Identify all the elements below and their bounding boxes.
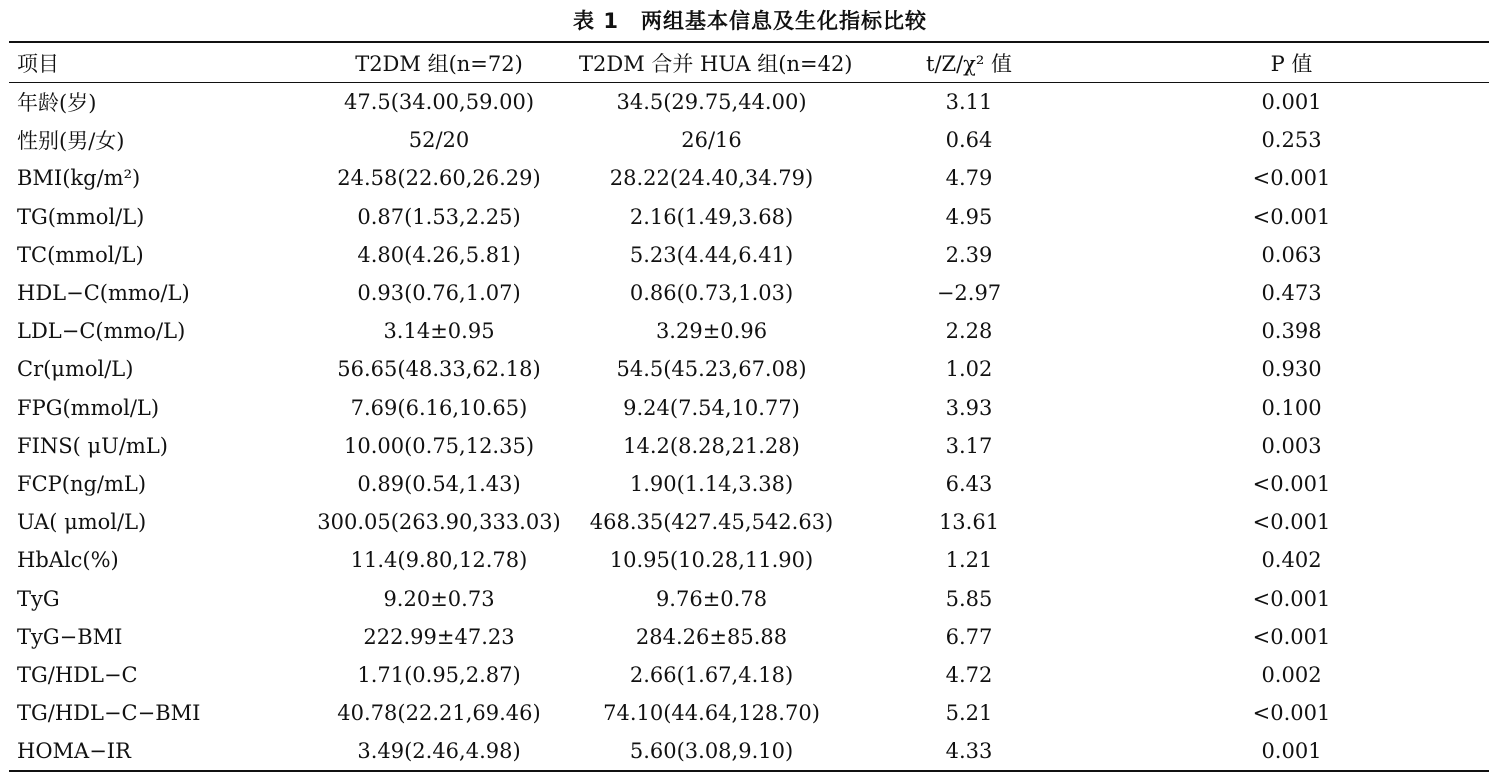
cell-hua-value: 5.23(4.44,6.41): [629, 242, 794, 267]
cell-statistic: 4.72: [945, 662, 993, 687]
table-row: [9, 236, 1489, 274]
cell-statistic: 2.28: [945, 319, 993, 344]
cell-p-value: 0.398: [1261, 319, 1322, 344]
cell-item: BMI(kg/m²): [17, 166, 141, 191]
cell-item: FINS( μU/mL): [17, 433, 168, 458]
cell-statistic: 1.02: [945, 357, 993, 382]
cell-t2dm-value: 47.5(34.00,59.00): [343, 90, 535, 115]
table-row: [9, 427, 1489, 465]
header-t2dm-hua-group: T2DM 合并 HUA 组(n=42): [579, 51, 853, 76]
cell-statistic: 6.77: [945, 624, 993, 649]
cell-item: 年龄(岁): [17, 91, 97, 116]
cell-hua-value: 2.66(1.67,4.18): [629, 662, 794, 687]
cell-t2dm-value: 3.14±0.95: [383, 319, 495, 344]
table-row: [9, 350, 1489, 388]
cell-p-value: <0.001: [1252, 166, 1331, 191]
cell-statistic: 4.79: [945, 166, 993, 191]
cell-statistic: 4.33: [945, 739, 993, 764]
header-statistic: t/Z/χ² 值: [926, 51, 1012, 76]
cell-statistic: 5.85: [945, 586, 993, 611]
cell-item: TG/HDL−C: [17, 662, 138, 687]
cell-item: FCP(ng/mL): [17, 471, 147, 496]
cell-p-value: 0.253: [1261, 128, 1322, 153]
cell-t2dm-value: 11.4(9.80,12.78): [350, 548, 528, 573]
cell-p-value: 0.402: [1261, 548, 1322, 573]
table-row: [9, 656, 1489, 694]
cell-item: TC(mmol/L): [17, 242, 144, 267]
cell-t2dm-value: 24.58(22.60,26.29): [337, 166, 541, 191]
cell-t2dm-value: 4.80(4.26,5.81): [357, 242, 521, 267]
cell-hua-value: 9.76±0.78: [655, 586, 768, 611]
cell-item: TyG: [17, 586, 60, 611]
cell-item: 性别(男/女): [17, 129, 125, 154]
table-header: [9, 42, 1489, 83]
cell-hua-value: 14.2(8.28,21.28): [623, 433, 800, 458]
cell-statistic: 3.93: [945, 395, 993, 420]
cell-t2dm-value: 40.78(22.21,69.46): [337, 701, 541, 726]
cell-hua-value: 468.35(427.45,542.63): [589, 510, 834, 535]
cell-t2dm-value: 3.49(2.46,4.98): [357, 739, 521, 764]
cell-hua-value: 10.95(10.28,11.90): [609, 548, 814, 573]
cell-hua-value: 28.22(24.40,34.79): [609, 166, 814, 191]
table-row: [9, 312, 1489, 350]
cell-t2dm-value: 7.69(6.16,10.65): [350, 395, 528, 420]
cell-p-value: <0.001: [1252, 586, 1331, 611]
table-row: [9, 389, 1489, 427]
cell-item: UA( μmol/L): [17, 510, 147, 535]
cell-item: TG(mmol/L): [17, 204, 145, 229]
cell-t2dm-value: 0.89(0.54,1.43): [357, 471, 521, 496]
header-t2dm-group: T2DM 组(n=72): [355, 51, 523, 76]
cell-statistic: 5.21: [945, 701, 993, 726]
cell-p-value: 0.930: [1261, 357, 1322, 382]
cell-item: LDL−C(mmo/L): [17, 319, 186, 344]
cell-statistic: 4.95: [945, 204, 993, 229]
cell-item: FPG(mmol/L): [17, 395, 160, 420]
cell-statistic: 0.64: [945, 128, 993, 153]
cell-item: HOMA−IR: [17, 739, 131, 764]
cell-p-value: 0.001: [1261, 90, 1322, 115]
header-item: 项目: [17, 51, 59, 76]
cell-t2dm-value: 0.93(0.76,1.07): [357, 281, 521, 306]
table-row: [9, 541, 1489, 579]
table-row: [9, 732, 1489, 771]
cell-hua-value: 284.26±85.88: [635, 624, 788, 649]
table-row: [9, 159, 1489, 197]
cell-p-value: <0.001: [1252, 471, 1331, 496]
cell-statistic: 1.21: [945, 548, 993, 573]
cell-t2dm-value: 300.05(263.90,333.03): [317, 510, 561, 535]
cell-hua-value: 9.24(7.54,10.77): [623, 395, 800, 420]
cell-p-value: <0.001: [1252, 510, 1331, 535]
cell-t2dm-value: 222.99±47.23: [363, 624, 515, 649]
cell-item: TG/HDL−C−BMI: [17, 701, 201, 726]
table-row: [9, 198, 1489, 236]
comparison-table-container: [9, 41, 1489, 772]
cell-p-value: <0.001: [1252, 624, 1331, 649]
table-row: [9, 274, 1489, 312]
cell-item: Cr(μmol/L): [17, 357, 134, 382]
comparison-table: [9, 41, 1489, 772]
table-row: [9, 694, 1489, 732]
cell-statistic: −2.97: [936, 281, 1002, 306]
cell-statistic: 2.39: [945, 242, 993, 267]
table-title: 表 1 两组基本信息及生化指标比较: [573, 9, 927, 33]
cell-t2dm-value: 56.65(48.33,62.18): [337, 357, 541, 382]
cell-p-value: 0.063: [1261, 242, 1322, 267]
cell-hua-value: 3.29±0.96: [655, 319, 768, 344]
table-row: [9, 618, 1489, 656]
cell-p-value: 0.003: [1261, 433, 1322, 458]
cell-hua-value: 74.10(44.64,128.70): [603, 701, 820, 726]
cell-item: TyG−BMI: [17, 624, 123, 649]
cell-p-value: <0.001: [1252, 204, 1331, 229]
header-row: [9, 42, 1489, 83]
table-row: [9, 83, 1489, 122]
cell-statistic: 6.43: [945, 471, 993, 496]
header-p-value: P 值: [1270, 51, 1313, 76]
table-row: [9, 121, 1489, 159]
cell-t2dm-value: 1.71(0.95,2.87): [357, 662, 521, 687]
cell-statistic: 3.11: [945, 90, 993, 115]
cell-hua-value: 26/16: [681, 128, 742, 153]
cell-p-value: 0.001: [1261, 739, 1322, 764]
cell-t2dm-value: 9.20±0.73: [383, 586, 495, 611]
cell-hua-value: 5.60(3.08,9.10): [629, 739, 794, 764]
table-row: [9, 465, 1489, 503]
cell-statistic: 3.17: [945, 433, 993, 458]
cell-hua-value: 34.5(29.75,44.00): [616, 90, 807, 115]
table-row: [9, 579, 1489, 617]
table-body: [9, 83, 1489, 772]
cell-p-value: 0.002: [1261, 662, 1322, 687]
cell-hua-value: 0.86(0.73,1.03): [629, 281, 794, 306]
cell-item: HbAlc(%): [17, 548, 119, 573]
cell-t2dm-value: 52/20: [408, 128, 470, 153]
cell-p-value: 0.100: [1261, 395, 1322, 420]
cell-hua-value: 2.16(1.49,3.68): [629, 204, 794, 229]
cell-p-value: 0.473: [1261, 281, 1322, 306]
cell-p-value: <0.001: [1252, 701, 1331, 726]
cell-t2dm-value: 10.00(0.75,12.35): [343, 433, 535, 458]
cell-hua-value: 54.5(45.23,67.08): [616, 357, 807, 382]
cell-item: HDL−C(mmo/L): [17, 281, 190, 306]
cell-t2dm-value: 0.87(1.53,2.25): [357, 204, 521, 229]
table-row: [9, 503, 1489, 541]
cell-statistic: 13.61: [938, 510, 1000, 535]
cell-hua-value: 1.90(1.14,3.38): [629, 471, 794, 496]
